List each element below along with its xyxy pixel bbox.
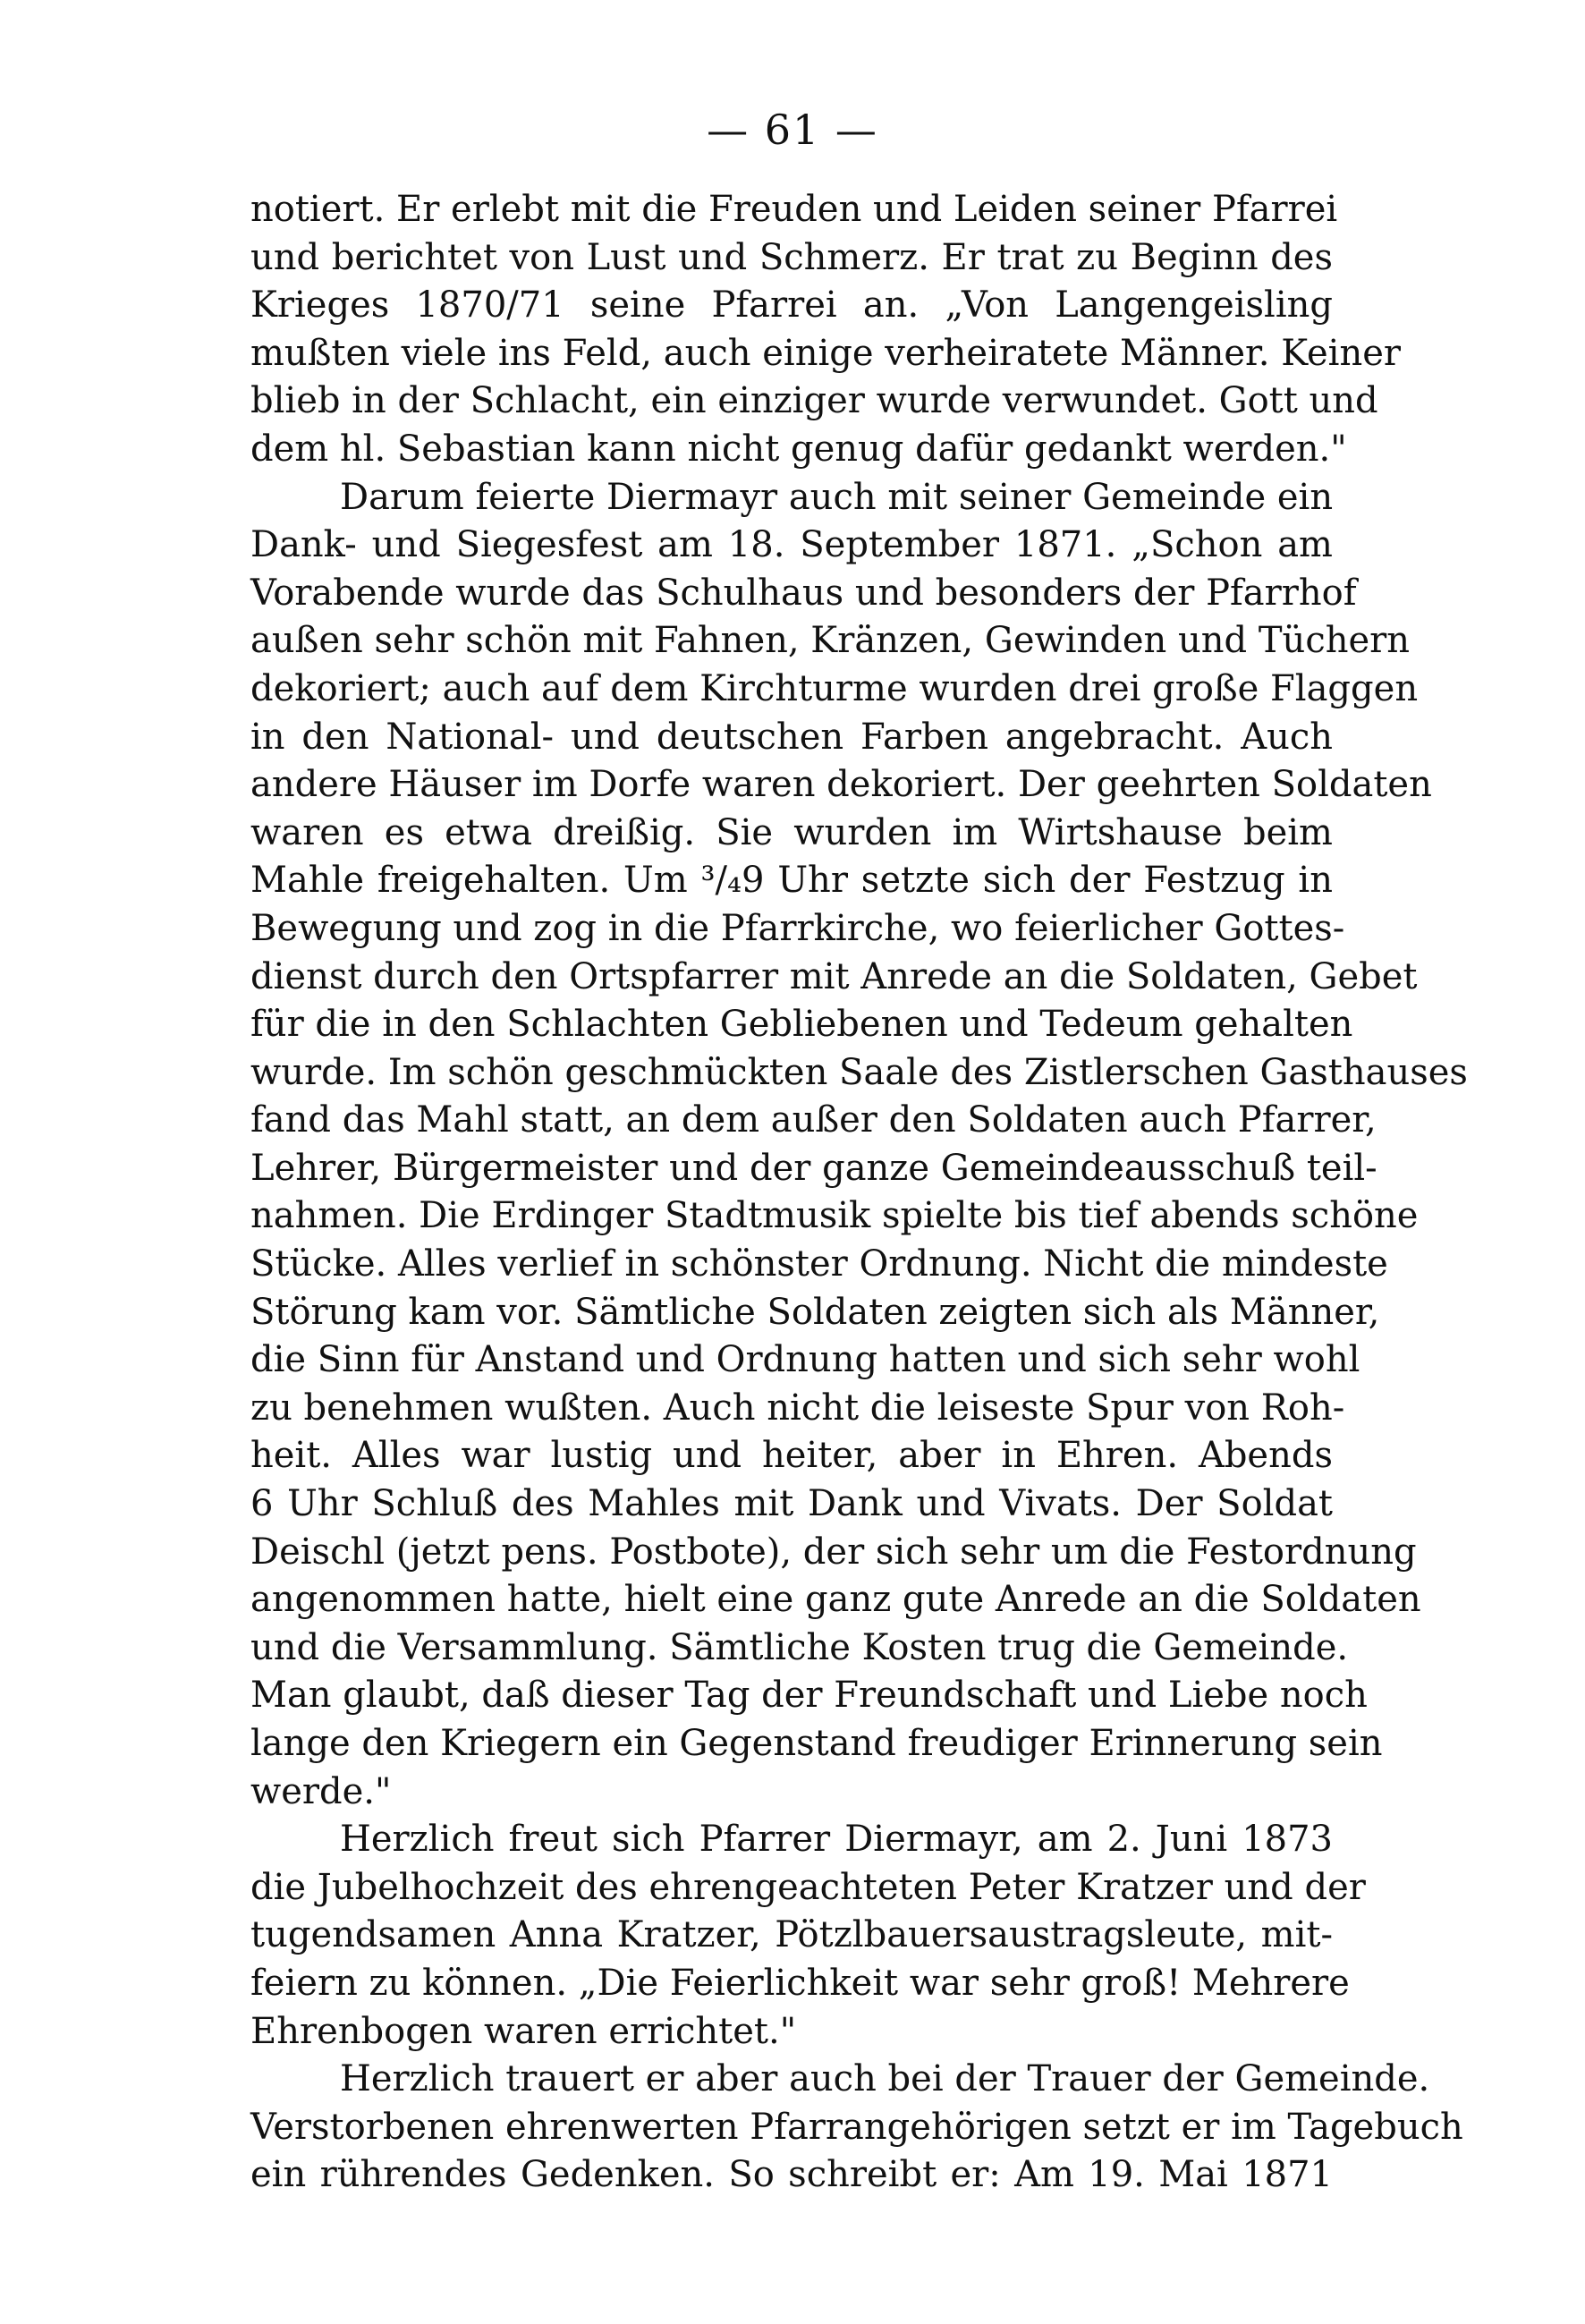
text-line: Störung kam vor. Sämtliche Soldaten zeigten sich als Männer, [250, 1291, 1380, 1333]
text-line: Bewegung und zog in die Pfarrkirche, wo feierlicher Gottes- [250, 907, 1345, 949]
text-line: zu benehmen wußten. Auch nicht die leiseste Spur von Roh- [250, 1387, 1345, 1429]
text-line: angenommen hatte, hielt eine ganz gute Anrede an die Soldaten [250, 1579, 1421, 1621]
text-line: dem hl. Sebastian kann nicht genug dafür gedankt werden." [250, 428, 1347, 470]
text-line: Lehrer, Bürgermeister und der ganze Gemeindeausschuß teil- [250, 1147, 1377, 1189]
paragraph-first-line: Darum feierte Diermayr auch mit seiner Gemeinde ein [340, 476, 1334, 518]
text-line: fand das Mahl statt, an dem außer den Soldaten auch Pfarrer, [250, 1099, 1377, 1141]
text-line: Vorabende wurde das Schulhaus und besonders der Pfarrhof [250, 572, 1357, 614]
text-line: dekoriert; auch auf dem Kirchturme wurden drei große Flaggen [250, 667, 1419, 709]
text-line: für die in den Schlachten Gebliebenen und Tedeum gehalten [250, 1004, 1353, 1046]
page-number: — 61 — [707, 106, 878, 154]
text-line: wurde. Im schön geschmückten Saale des Zistlerschen Gasthauses [250, 1051, 1468, 1093]
text-line: Mahle freigehalten. Um ³/₄9 Uhr setzte sich der Festzug in [250, 860, 1333, 902]
body-text [250, 186, 1468, 2200]
text-line: Stücke. Alles verlief in schönster Ordnung. Nicht die mindeste [250, 1243, 1388, 1285]
text-line: waren es etwa dreißig. Sie wurden im Wirtshause beim [250, 811, 1333, 853]
text-line: Deischl (jetzt pens. Postbote), der sich sehr um die Festordnung [250, 1531, 1417, 1573]
text-line: die Jubelhochzeit des ehrengeachteten Peter Kratzer und der [250, 1866, 1366, 1908]
text-line: Man glaubt, daß dieser Tag der Freundschaft und Liebe noch [250, 1675, 1368, 1717]
text-line: und die Versammlung. Sämtliche Kosten trug die Gemeinde. [250, 1626, 1349, 1668]
text-line: nahmen. Die Erdinger Stadtmusik spielte bis tief abends schöne [250, 1195, 1419, 1237]
text-line: die Sinn für Anstand und Ordnung hatten und sich sehr wohl [250, 1339, 1360, 1381]
text-line: ein rührendes Gedenken. So schreibt er: Am 19. Mai 1871 [250, 2154, 1333, 2196]
text-line: blieb in der Schlacht, ein einziger wurde verwundet. Gott und [250, 380, 1378, 422]
text-line: Dank- und Siegesfest am 18. September 1871. „Schon am [250, 524, 1333, 566]
text-line: lange den Kriegern ein Gegenstand freudiger Erinnerung sein [250, 1723, 1383, 1764]
text-line: außen sehr schön mit Fahnen, Kränzen, Gewinden und Tüchern [250, 620, 1411, 662]
text-line: 6 Uhr Schluß des Mahles mit Dank und Vivats. Der Soldat [250, 1483, 1333, 1525]
paragraph-first-line: Herzlich freut sich Pfarrer Diermayr, am 2. Juni 1873 [340, 1819, 1333, 1861]
text-line: Ehrenbogen waren errichtet." [250, 2010, 797, 2052]
text-line: notiert. Er erlebt mit die Freuden und Leiden seiner Pfarrei [250, 189, 1338, 230]
text-line: mußten viele ins Feld, auch einige verheiratete Männer. Keiner [250, 332, 1402, 374]
text-line: tugendsamen Anna Kratzer, Pötzlbauersaustragsleute, mit- [250, 1914, 1333, 1956]
text-line: Verstorbenen ehrenwerten Pfarrangehörigen setzt er im Tagebuch [250, 2106, 1463, 2148]
text-line: andere Häuser im Dorfe waren dekoriert. Der geehrten Soldaten [250, 764, 1432, 806]
text-line: in den National- und deutschen Farben angebracht. Auch [250, 716, 1333, 758]
text-line: heit. Alles war lustig und heiter, aber in Ehren. Abends [250, 1435, 1333, 1477]
text-line: und berichtet von Lust und Schmerz. Er trat zu Beginn des [250, 236, 1333, 278]
text-line: werde." [250, 1770, 392, 1812]
paragraph-first-line: Herzlich trauert er aber auch bei der Trauer der Gemeinde. [340, 2058, 1430, 2100]
text-line: Krieges 1870/71 seine Pfarrei an. „Von Langengeisling [250, 284, 1333, 327]
text-line: feiern zu können. „Die Feierlichkeit war sehr groß! Mehrere [250, 1962, 1350, 2004]
text-line: dienst durch den Ortspfarrer mit Anrede an die Soldaten, Gebet [250, 955, 1418, 997]
